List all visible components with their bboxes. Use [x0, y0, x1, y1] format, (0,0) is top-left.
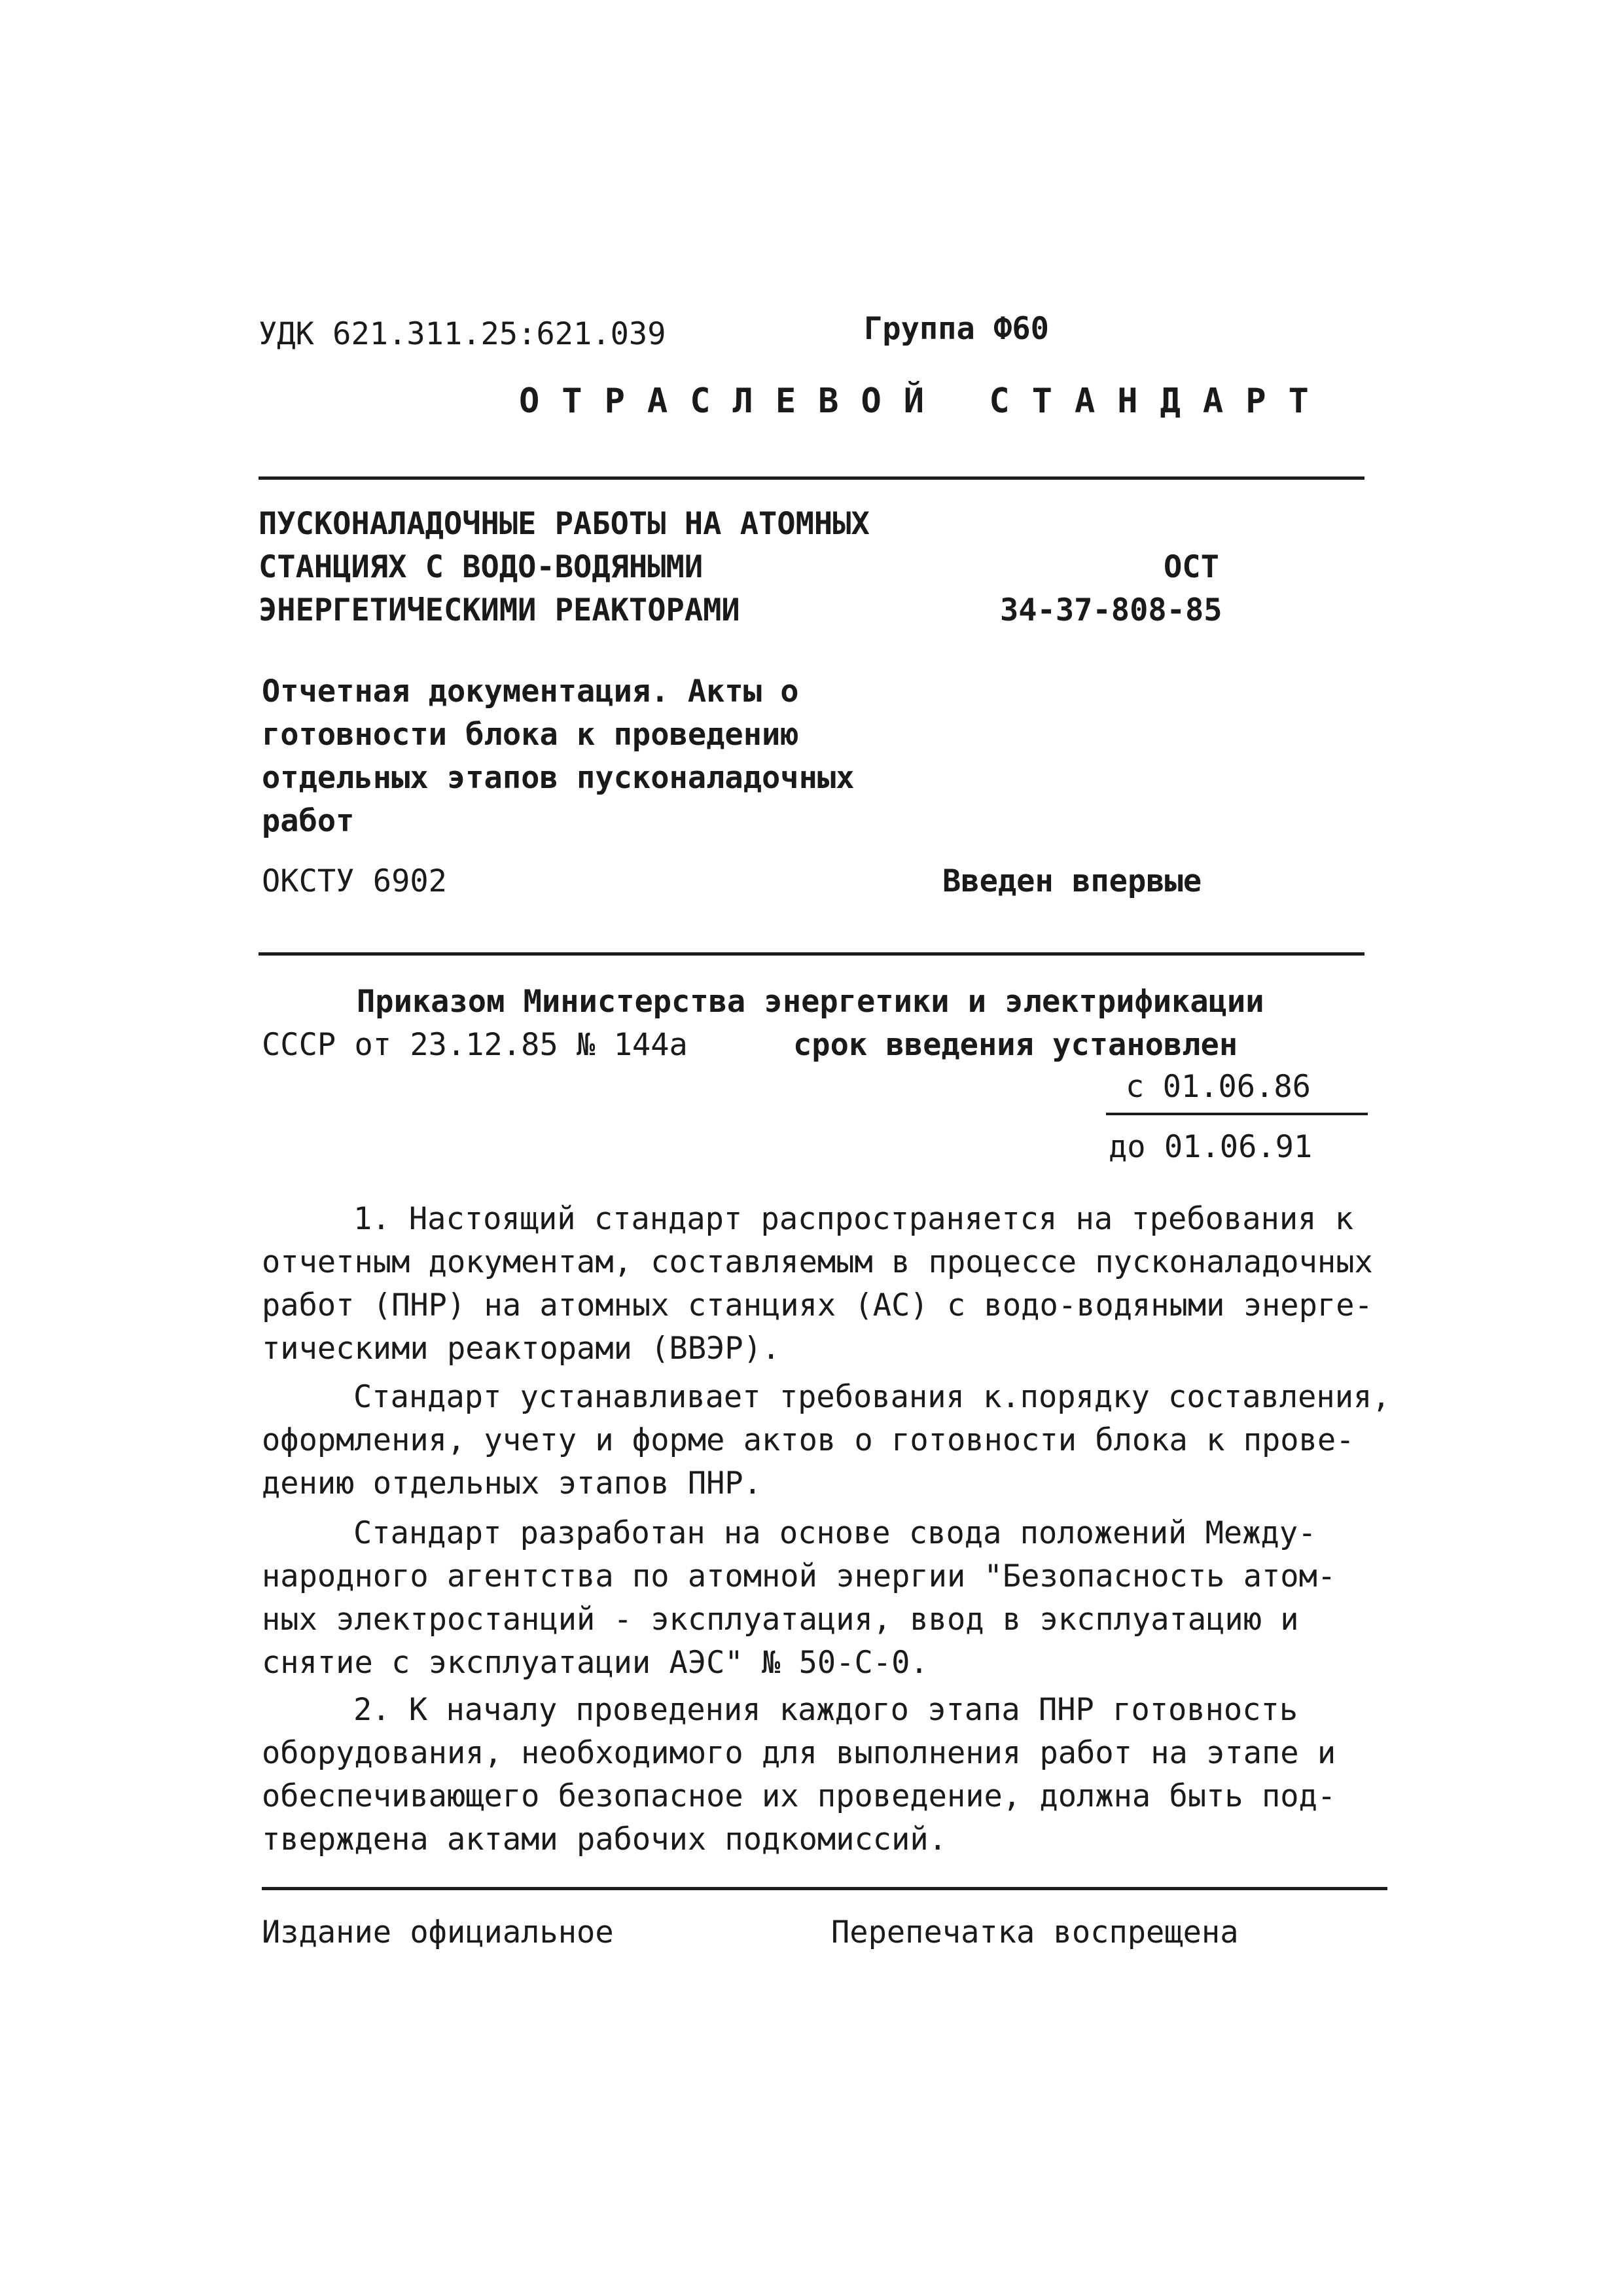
paragraph-3 [262, 1512, 1384, 1685]
subtitle-line-1: Отчетная документация. Акты о [262, 673, 799, 709]
paragraph-1 [262, 1198, 1384, 1371]
footer-reprint-prohibited: Перепечатка воспрещена [831, 1914, 1239, 1950]
order-line-2-right: срок введения установлен [793, 1027, 1238, 1063]
paragraph-4-line: тверждена актами рабочих подкомиссий. [262, 1821, 947, 1857]
effective-from: с 01.06.86 [1126, 1069, 1311, 1105]
standard-name-line-3: ЭНЕРГЕТИЧЕСКИМИ РЕАКТОРАМИ [259, 592, 740, 628]
date-divider [1106, 1113, 1368, 1115]
paragraph-3-line: народного агентства по атомной энергии "Безопасность атом- [262, 1558, 1336, 1594]
ost-number: 34-37-808-85 [1000, 592, 1222, 628]
order-line-2-left: СССР от 23.12.85 № 144а [262, 1027, 688, 1063]
paragraph-2 [262, 1376, 1391, 1505]
subtitle-line-2: готовности блока к проведению [262, 717, 799, 753]
paragraph-4-line: обеспечивающего безопасное их проведение, должна быть под- [262, 1778, 1336, 1814]
paragraph-3-line: снятие с эксплуатации АЭС" № 50-С-0. [262, 1645, 929, 1681]
page-title: ОТРАСЛЕВОЙ СТАНДАРТ [519, 382, 1331, 421]
paragraph-2-line: Стандарт устанавливает требования к.порядку составления, [353, 1379, 1391, 1415]
top-divider [259, 476, 1364, 480]
introduced-note: Введен впервые [942, 863, 1202, 899]
subtitle-line-4: работ [262, 803, 355, 839]
paragraph-4-line: 2. К началу проведения каждого этапа ПНР готовность [353, 1692, 1298, 1728]
paragraph-2-line: дению отдельных этапов ПНР. [262, 1465, 762, 1501]
paragraph-1-line: отчетным документам, составляемым в процессе пусконаладочных [262, 1244, 1373, 1280]
footer-official-edition: Издание официальное [262, 1914, 614, 1950]
ost-label: ОСТ [1164, 549, 1219, 585]
standard-name-line-2: СТАНЦИЯХ С ВОДО-ВОДЯНЫМИ [259, 549, 704, 585]
paragraph-1-line: 1. Настоящий стандарт распространяется на требования к [353, 1201, 1354, 1237]
paragraph-4 [262, 1689, 1384, 1861]
paragraph-4-line: оборудования, необходимого для выполнения работ на этапе и [262, 1735, 1336, 1771]
group-code: Группа Ф60 [864, 311, 1049, 347]
subtitle-line-3: отдельных этапов пусконаладочных [262, 760, 855, 796]
paragraph-1-line: тическими реакторами (ВВЭР). [262, 1331, 781, 1367]
paragraph-2-line: оформления, учету и форме актов о готовности блока к прове- [262, 1422, 1355, 1458]
order-line-1: Приказом Министерства энергетики и электрификации [357, 984, 1264, 1020]
bottom-divider [262, 1887, 1387, 1890]
paragraph-3-line: ных электростанций - эксплуатация, ввод в эксплуатацию и [262, 1602, 1299, 1638]
udk-code: УДК 621.311.25:621.039 [259, 316, 666, 352]
middle-divider [259, 952, 1364, 956]
effective-to: до 01.06.91 [1109, 1129, 1313, 1165]
paragraph-3-line: Стандарт разработан на основе свода положений Между- [353, 1515, 1317, 1551]
standard-name-line-1: ПУСКОНАЛАДОЧНЫЕ РАБОТЫ НА АТОМНЫХ [259, 506, 870, 542]
okstu-code: ОКСТУ 6902 [262, 863, 447, 899]
paragraph-1-line: работ (ПНР) на атомных станциях (АС) с водо-водяными энерге- [262, 1287, 1373, 1323]
